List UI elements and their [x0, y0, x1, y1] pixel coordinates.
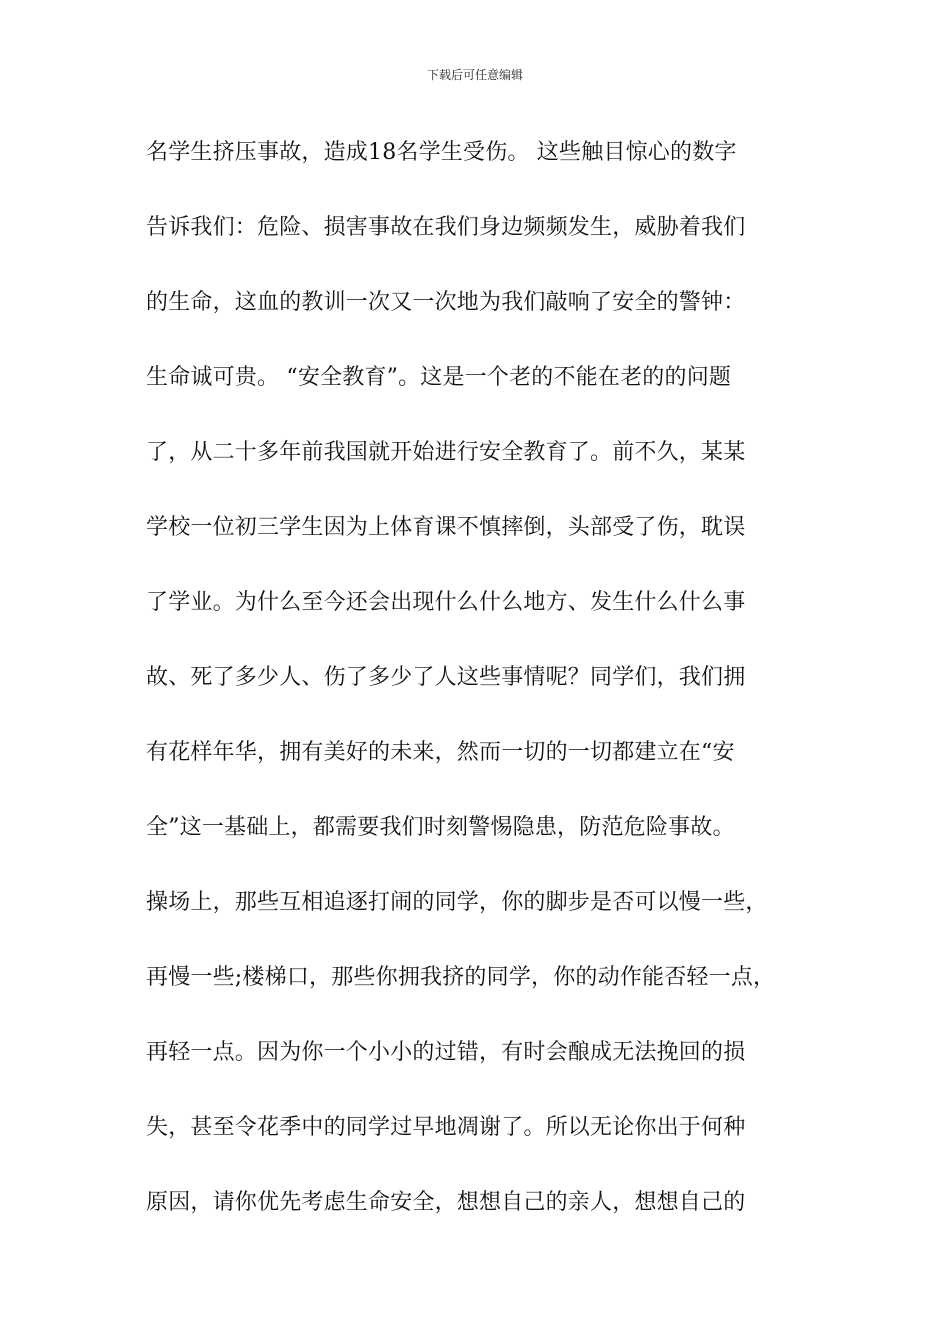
body-line-1: 名学生挤压事故，造成18名学生受伤。 这些触目惊心的数字: [146, 140, 737, 165]
body-line-2: 告诉我们：危险、损害事故在我们身边频频发生，威胁着我们: [146, 215, 746, 240]
body-line-12: 再慢一些;楼梯口，那些你拥我挤的同学，你的动作能否轻一点，: [146, 965, 776, 990]
body-line-8: 故、死了多少人、伤了多少了人这些事情呢？同学们，我们拥: [146, 665, 746, 690]
document-body: [146, 131, 836, 1256]
page-header-note: 下载后可任意编辑: [426, 68, 523, 82]
body-line-13: 再轻一点。因为你一个小小的过错，有时会酿成无法挽回的损: [146, 1040, 746, 1065]
body-line-14: 失，甚至令花季中的同学过早地凋谢了。所以无论你出于何种: [146, 1115, 746, 1140]
body-line-9: 有花样年华，拥有美好的未来，然而一切的一切都建立在“安: [146, 740, 735, 765]
body-line-10: 全”这一基础上，都需要我们时刻警惕隐患，防范危险事故。: [146, 815, 735, 840]
body-line-7: 了学业。为什么至今还会出现什么什么地方、发生什么什么事: [146, 590, 746, 615]
body-line-3: 的生命，这血的教训一次又一次地为我们敲响了安全的警钟：: [146, 290, 746, 315]
body-line-11: 操场上，那些互相追逐打闹的同学，你的脚步是否可以慢一些，: [146, 890, 768, 915]
body-line-4: 生命诚可贵。 “安全教育”。这是一个老的不能在老的的问题: [146, 365, 732, 390]
body-line-15: 原因，请你优先考虑生命安全，想想自己的亲人，想想自己的: [146, 1190, 746, 1215]
body-line-6: 学校一位初三学生因为上体育课不慎摔倒，头部受了伤，耽误: [146, 515, 746, 540]
body-line-5: 了，从二十多年前我国就开始进行安全教育了。前不久，某某: [146, 440, 746, 465]
